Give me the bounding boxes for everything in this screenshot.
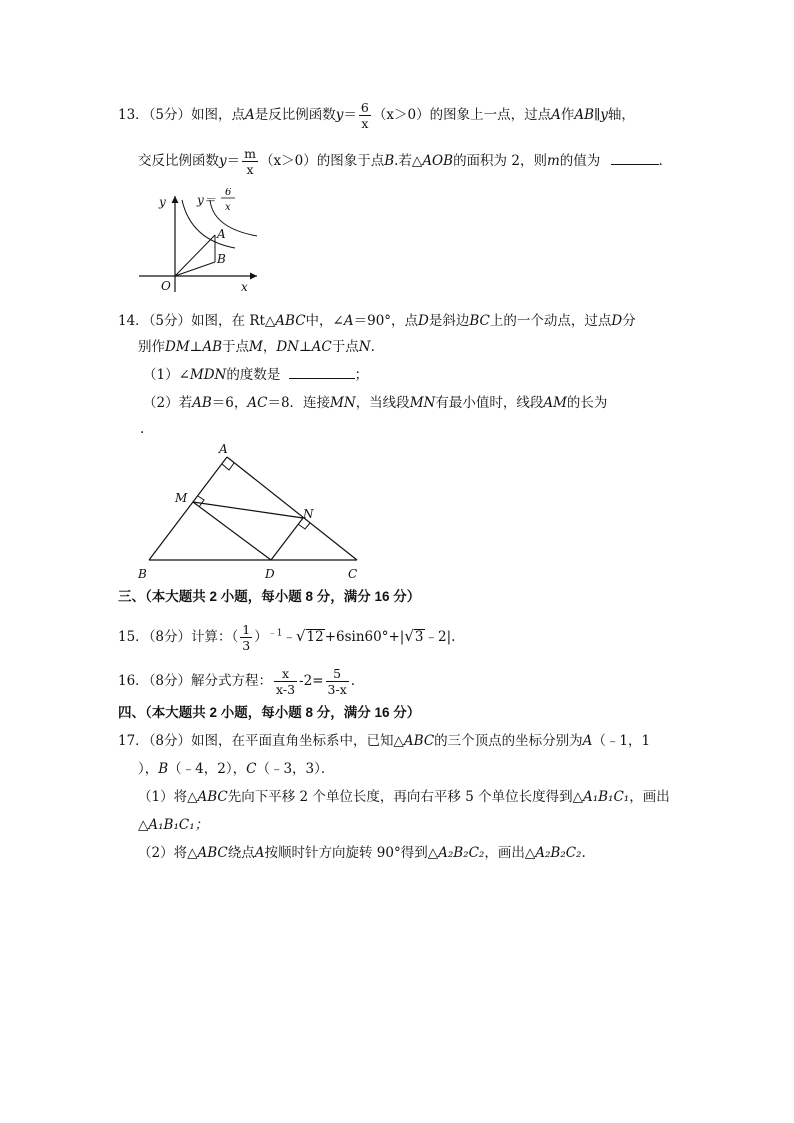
text: . [140, 421, 145, 437]
text: ＝8．连接 [267, 395, 331, 411]
denominator: 3-x [327, 682, 347, 697]
numerator: 1 [242, 622, 251, 637]
var-abc: ABC [403, 733, 435, 749]
text: 的长为 [566, 395, 608, 411]
q13-line1 [118, 100, 635, 131]
var-ab-parallel-y: AB∥y [574, 107, 608, 123]
segment-ob [175, 262, 215, 276]
var-y: y [335, 107, 344, 123]
radicand: 12 [306, 629, 324, 645]
segment-oa [175, 235, 215, 276]
q16-score: （8分） [148, 673, 192, 689]
text: . [581, 845, 586, 861]
text: 解分式方程： [191, 673, 273, 689]
section-4-heading: 四、（本大题共 2 小题，每小题 8 分，满分 16 分） [118, 705, 421, 720]
label-n: N [303, 507, 314, 521]
text: ； [354, 367, 369, 383]
q13-figure [135, 188, 275, 298]
q17-part1-line2 [138, 816, 208, 834]
text: +6sin60°+| [324, 629, 405, 645]
label-a: A [219, 442, 228, 456]
q16-number: 16． [118, 673, 149, 689]
q15-line [118, 622, 455, 653]
var-a1b1c1: △A₁B₁C₁； [138, 817, 209, 833]
text: 的图象于点 [316, 153, 385, 169]
text: . [370, 339, 375, 355]
text: 的图象上一点，过点 [429, 107, 552, 123]
var-abc: ABC [197, 789, 228, 805]
answer-blank[interactable] [289, 366, 355, 379]
q17-line1 [118, 732, 650, 750]
side-ac [227, 457, 357, 560]
text: ＝6， [211, 395, 248, 411]
var-y: y [219, 153, 227, 169]
q17-part1 [138, 788, 670, 806]
var-a: A [582, 733, 593, 749]
var-ab: AB [192, 395, 212, 411]
text: .若△ [394, 153, 423, 169]
text: 分 [622, 313, 636, 329]
var-mn: MN [409, 395, 436, 411]
text: 中，∠ [305, 313, 344, 329]
numerator: 6 [360, 100, 369, 115]
section-3-heading: 三、（本大题共 2 小题，每小题 8 分，满分 16 分） [118, 589, 421, 604]
label-eq-den: x [225, 202, 231, 213]
text: （2）将△ [138, 845, 198, 861]
text: 的度数是 [226, 367, 281, 383]
right-angle-n [298, 523, 310, 529]
q15-score: （8分） [148, 629, 192, 645]
text: （2）若 [143, 395, 193, 411]
text: （1）∠ [143, 367, 190, 383]
text: ﹣ [282, 629, 296, 645]
var-b: B [384, 153, 395, 169]
label-d: D [265, 567, 275, 581]
text: ． [658, 153, 673, 169]
label-o: O [161, 279, 171, 293]
q13-line2 [138, 146, 672, 177]
label-m: M [175, 491, 188, 505]
text: 的值为 [559, 153, 601, 169]
var-dm-perp-ab: DM⊥AB [165, 339, 223, 355]
text: 计算： [191, 629, 232, 645]
text: . [350, 673, 356, 689]
right-angle-a [222, 463, 234, 470]
var-dn-perp-ac: DN⊥AC [276, 339, 332, 355]
q17-score: （8分） [148, 733, 192, 749]
var-b: B [158, 761, 169, 777]
var-a2b2c2: A₂B₂C₂ [535, 845, 582, 861]
radical-sign: √ [295, 627, 306, 645]
text: ＝90°，点 [353, 313, 419, 329]
var-abc: ABC [275, 313, 306, 329]
radical-sign: √ [404, 627, 414, 645]
text: 绕点 [227, 845, 255, 861]
text: （1）将△ [138, 789, 198, 805]
fraction-x-over-x-minus-3 [274, 666, 297, 697]
radicand: 3 [414, 629, 424, 645]
q14-part2 [143, 394, 607, 412]
text: ） [254, 629, 268, 645]
text: 交反比例函数 [138, 153, 219, 169]
text: 如图，点 [191, 107, 246, 123]
text: ）， [138, 761, 159, 777]
var-a: A [245, 107, 255, 123]
label-b: B [138, 567, 147, 581]
text: 是斜边 [428, 313, 470, 329]
q13-number: 13． [118, 107, 149, 123]
q17-part2 [138, 844, 586, 862]
var-ac: AC [247, 395, 268, 411]
var-n: N [358, 339, 371, 355]
label-a: A [217, 227, 226, 241]
var-bc: BC [469, 313, 490, 329]
var-c: C [246, 761, 257, 777]
right-angle-m [198, 496, 204, 507]
text: ， [262, 339, 277, 355]
numerator: m [244, 146, 256, 161]
text: 作 [560, 107, 575, 123]
denominator: x-3 [276, 682, 296, 697]
var-aob: AOB [422, 153, 454, 169]
label-b: B [217, 252, 226, 266]
var-am: AM [543, 395, 567, 411]
q17-number: 17． [118, 733, 149, 749]
q14-number: 14． [118, 313, 149, 329]
denominator: 3 [242, 638, 251, 653]
numerator: x [274, 666, 297, 682]
var-m: M [249, 339, 263, 355]
text: ，当线段 [355, 395, 410, 411]
q15-number: 15． [118, 629, 149, 645]
var-a: A [551, 107, 561, 123]
text: 于点 [331, 339, 359, 355]
exponent: ﹣1 [267, 628, 283, 639]
text: ，画出 [629, 789, 670, 805]
text: ＝ [226, 153, 241, 169]
var-a: A [343, 313, 354, 329]
numerator: 5 [326, 666, 349, 682]
text: （ [231, 629, 239, 645]
label-c: C [348, 567, 358, 581]
fraction-5-over-3-minus-x [326, 666, 349, 697]
label-eq-num: 6 [225, 188, 232, 198]
text: -2= [299, 673, 324, 689]
condition: （x＞0） [372, 107, 430, 123]
answer-blank[interactable] [611, 152, 659, 165]
q13-score: （5分） [148, 107, 192, 123]
fraction-1-over-3 [240, 622, 252, 653]
var-mn: MN [330, 395, 356, 411]
q16-line [118, 666, 355, 697]
var-a2b2c2: A₂B₂C₂ [438, 845, 485, 861]
q14-line2 [138, 338, 375, 356]
q14-part1 [143, 366, 368, 384]
text: 如图，在平面直角坐标系中，已知△ [191, 733, 404, 749]
text: （﹣3，3）． [256, 761, 335, 777]
q14-figure [135, 442, 375, 582]
var-mdn: MDN [189, 367, 227, 383]
text: 有最小值时，线段 [435, 395, 544, 411]
side-ab [149, 457, 227, 560]
denominator: x [361, 116, 369, 131]
text: （﹣1，1 [592, 733, 651, 749]
var-m: m [546, 153, 560, 169]
q14-line1 [118, 312, 636, 330]
text: 先向下平移 2 个单位长度，再向右平移 5 个单位长度得到△ [227, 789, 583, 805]
text: ，画出△ [484, 845, 536, 861]
fraction-m-over-x [242, 146, 258, 177]
text: 别作 [138, 339, 165, 355]
label-eq-y: y＝ [197, 193, 216, 207]
text: 如图，在 Rt△ [191, 313, 276, 329]
text: 上的一个动点，过点 [489, 313, 612, 329]
text: 轴， [607, 107, 635, 123]
q14-part2-end [140, 420, 144, 438]
label-x-axis: x [241, 280, 248, 294]
segment-md [193, 502, 271, 560]
condition: （x＞0） [260, 153, 317, 169]
var-a1b1c1: A₁B₁C₁ [582, 789, 630, 805]
var-d: D [611, 313, 623, 329]
label-y-axis: y [159, 195, 166, 209]
text: 是反比例函数 [254, 107, 336, 123]
fraction-6-over-x [359, 100, 371, 131]
text: 的三个顶点的坐标分别为 [434, 733, 583, 749]
text: 于点 [222, 339, 250, 355]
var-abc: ABC [197, 845, 228, 861]
text: ＝ [343, 107, 357, 123]
var-d: D [418, 313, 429, 329]
text: （﹣4，2）， [168, 761, 247, 777]
text: 的面积为 2，则 [453, 153, 547, 169]
var-a: A [254, 845, 265, 861]
denominator: x [246, 162, 254, 177]
q17-line2 [138, 760, 334, 778]
q14-score: （5分） [148, 313, 192, 329]
text: 按顺时针方向旋转 90°得到△ [264, 845, 439, 861]
text: ﹣2|. [424, 629, 456, 645]
